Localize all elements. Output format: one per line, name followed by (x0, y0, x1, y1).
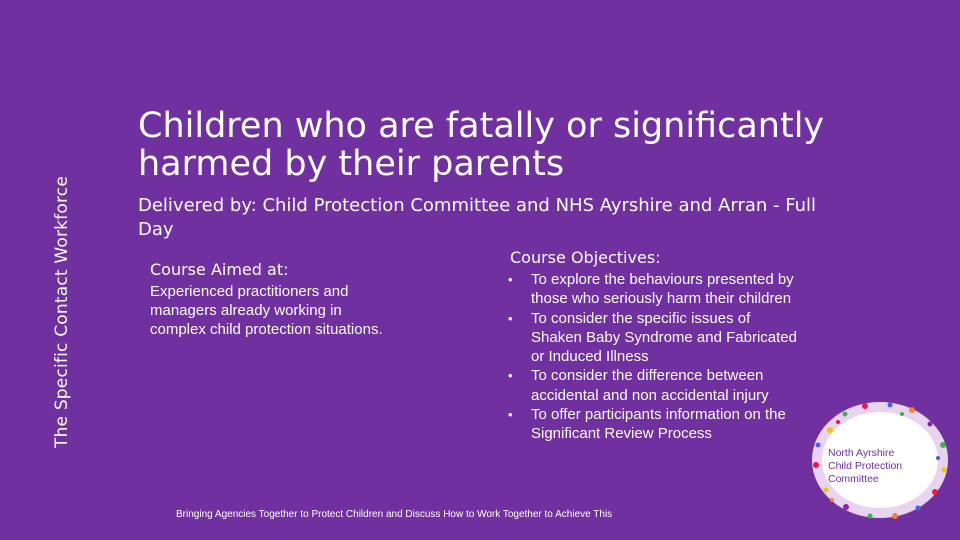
logo-text (828, 447, 938, 486)
bullet-icon: • (508, 310, 513, 326)
bullet-icon: • (508, 368, 513, 384)
objective-item (508, 405, 798, 444)
objective-item (508, 366, 798, 405)
course-objectives-list (508, 270, 798, 444)
logo-line: Committee (828, 473, 879, 485)
slide-title: Children who are fatally or significantly harmed by their parents (138, 106, 825, 184)
objective-text: To offer participants information on the Significant Review Process (531, 406, 786, 443)
logo-line: Child Protection (828, 460, 903, 472)
footer-tagline: Bringing Agencies Together to Protect Children and Discuss How to Work Together to Achieve This (176, 509, 613, 520)
objective-item (508, 270, 798, 309)
course-aimed-text: Experienced practitioners and managers already working in complex child protection situations. (150, 283, 383, 338)
logo-line: North Ayrshire (828, 447, 895, 459)
bullet-icon: • (508, 272, 513, 287)
side-label: The Specific Contact Workforce (52, 176, 72, 448)
objective-text: To explore the behaviours presented by those who seriously harm their children (531, 271, 794, 308)
bullet-icon: • (508, 407, 513, 423)
course-objectives-heading: Course Objectives: (510, 248, 661, 267)
delivered-by: Delivered by: Child Protection Committee and NHS Ayrshire and Arran - Full Day (138, 195, 816, 240)
course-aimed-heading: Course Aimed at: (150, 260, 289, 279)
objective-text: To consider the difference between accidental and non accidental injury (531, 367, 769, 404)
objective-item (508, 309, 798, 367)
objective-text: To consider the specific issues of Shaken Baby Syndrome and Fabricated or Induced Illness (531, 309, 797, 366)
